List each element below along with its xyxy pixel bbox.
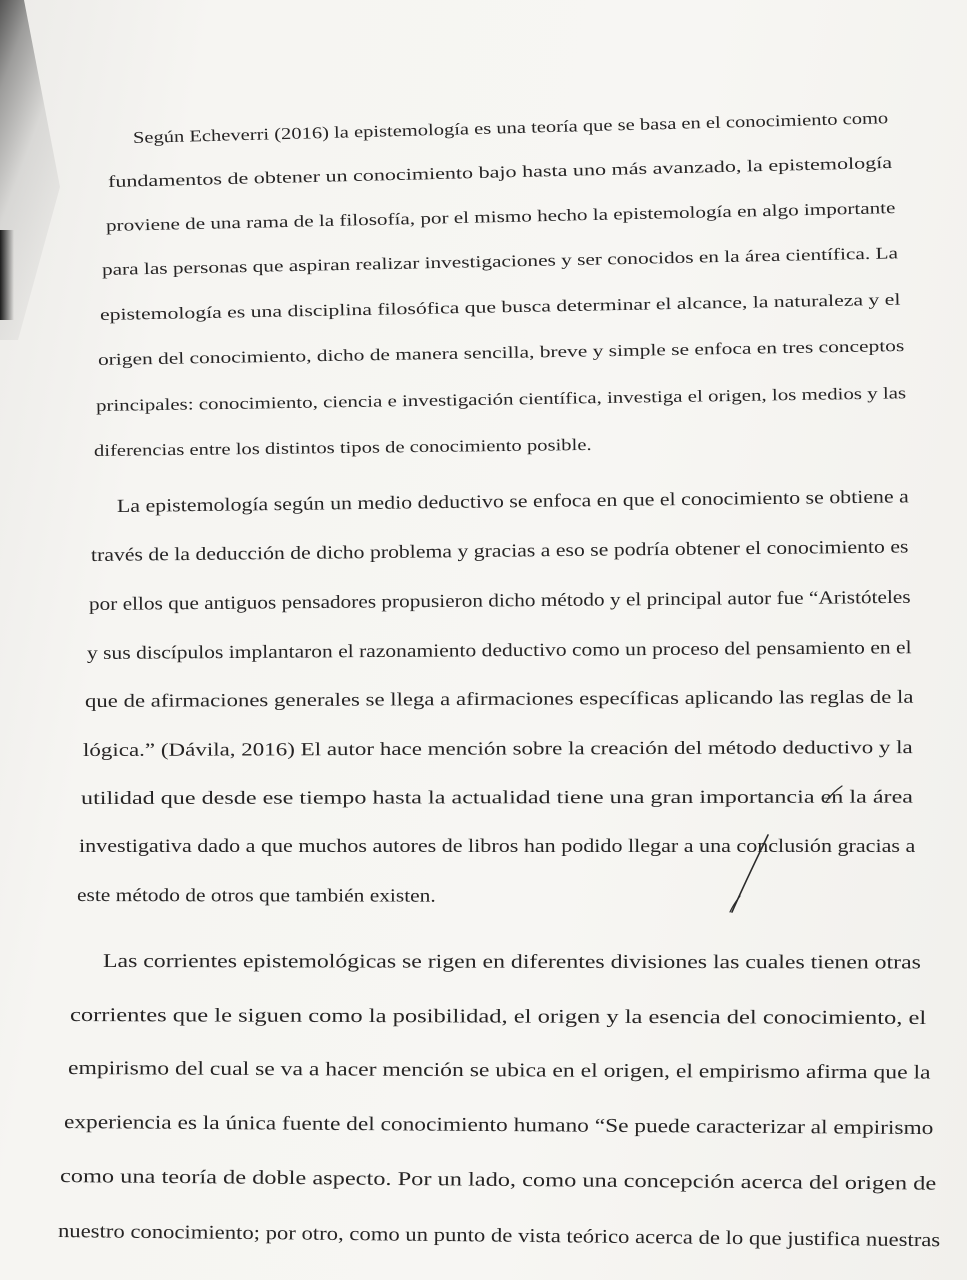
text-line: proviene de una rama de la filosofía, por el mismo hecho la epistemología en algo importante xyxy=(105,198,896,235)
text-line: Según Echeverri (2016) la epistemología es una teoría que se basa en el conocimiento como xyxy=(132,108,889,147)
text-line: fundamentos de obtener un conocimiento bajo hasta uno más avanzado, la epistemología xyxy=(107,152,893,191)
text-line: Las corrientes epistemológicas se rigen en diferentes divisiones las cuales tienen otras xyxy=(102,951,921,974)
text-line: que de afirmaciones generales se llega a afirmaciones específicas aplicando las reglas de la xyxy=(84,687,914,712)
text-line: utilidad que desde ese tiempo hasta la actualidad tiene una gran importancia en la área xyxy=(80,787,913,809)
text-line: experiencia es la única fuente del conocimiento humano “Se puede caracterizar al empirismo xyxy=(63,1112,934,1140)
text-line: corrientes que le siguen como la posibilidad, el origen y la esencia del conocimiento, el xyxy=(69,1005,927,1029)
text-line: investigativa dado a que muchos autores de libros han podido llegar a una conclusión gracias a xyxy=(79,837,916,857)
text-line: origen del conocimiento, dicho de manera sencilla, breve y simple se enfoca en tres conceptos xyxy=(97,335,905,369)
text-line: lógica.” (Dávila, 2016) El autor hace mención sobre la creación del método deductivo y la xyxy=(82,738,913,761)
page-edge-dark xyxy=(0,230,14,320)
text-line: para las personas que aspiran realizar investigaciones y ser conocidos en la área científica. La xyxy=(101,243,899,279)
text-line: principales: conocimiento, ciencia e investigación científica, investiga el origen, los medios y las xyxy=(95,383,907,415)
text-line: nuestro conocimiento; por otro, como un punto de vista teórico acerca de lo que justifica nuestras xyxy=(57,1221,941,1252)
text-line: La epistemología según un medio deductivo se enfoca en que el conocimiento se obtiene a xyxy=(116,487,909,517)
text-line: empirismo del cual se va a hacer mención se ubica en el origen, el empirismo afirma que la xyxy=(67,1058,931,1084)
text-line: epistemología es una disciplina filosófica que busca determinar el alcance, la naturaleza y el xyxy=(99,289,901,324)
text-line: por ellos que antiguos pensadores propusieron dicho método y el principal autor fue “Aristóteles xyxy=(88,587,911,615)
text-line: diferencias entre los distintos tipos de conocimiento posible. xyxy=(93,434,592,460)
text-line: este método de otros que también existen. xyxy=(76,886,436,907)
text-line: como una teoría de doble aspecto. Por un lado, como una concepción acerca del origen de xyxy=(59,1166,937,1195)
text-line: través de la deducción de dicho problema y gracias a eso se podría obtener el conocimiento es xyxy=(90,537,909,566)
text-line: y sus discípulos implantaron el razonamiento deductivo como un proceso del pensamiento en el xyxy=(86,638,912,664)
